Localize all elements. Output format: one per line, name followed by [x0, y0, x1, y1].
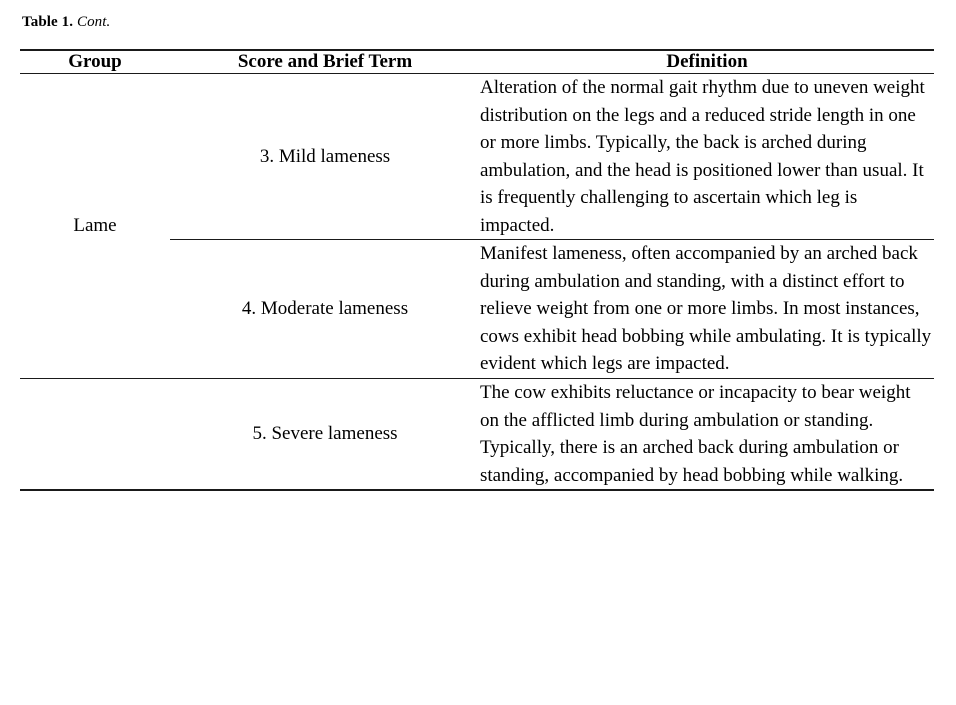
caption-label: Table 1.	[22, 14, 74, 30]
group-label-lame: Lame	[73, 215, 117, 236]
definition-moderate-lameness: Manifest lameness, often accompanied by an arched back during ambulation and standing, with a distinct effort to relieve weight from one or more limbs. In most instances, cows exhibit head bobbing while ambulating. It is typically evident which legs are impacted.	[480, 240, 934, 379]
caption-continued: Cont.	[76, 14, 111, 30]
table-body	[20, 74, 934, 492]
table-head	[20, 50, 934, 74]
table-caption	[22, 14, 936, 31]
score-term-severe-lameness: 5. Severe lameness	[170, 379, 480, 491]
column-header-group: Group	[20, 50, 170, 74]
bottom-rule-cell-group	[20, 490, 170, 491]
definition-mild-lameness: Alteration of the normal gait rhythm due to uneven weight distribution on the legs and a reduced stride length in one or more limbs. Typically, the back is arched during ambulation, and the head is positioned lower than usual. It is frequently challenging to ascertain which leg is impacted.	[480, 77, 925, 236]
bottom-rule-cell-definition	[480, 490, 934, 491]
score-term-mild-lameness: 3. Mild lameness	[259, 145, 391, 167]
definition-severe-lameness: The cow exhibits reluctance or incapacity to bear weight on the afflicted limb during ambulation or standing. Typically, there is an arched back during ambulation or standing, accompanied by head bobbing while walking.	[480, 379, 934, 491]
column-header-definition: Definition	[480, 50, 934, 74]
table-header-row	[20, 50, 934, 74]
column-header-score: Score and Brief Term	[170, 50, 480, 74]
bottom-rule-cell-score	[170, 490, 480, 491]
lameness-scoring-table	[20, 49, 934, 491]
table-row	[20, 74, 934, 240]
table-row	[20, 379, 934, 491]
table-bottom-rule	[20, 490, 934, 491]
score-term-moderate-lameness: 4. Moderate lameness	[170, 240, 480, 379]
group-label-empty	[20, 379, 170, 491]
